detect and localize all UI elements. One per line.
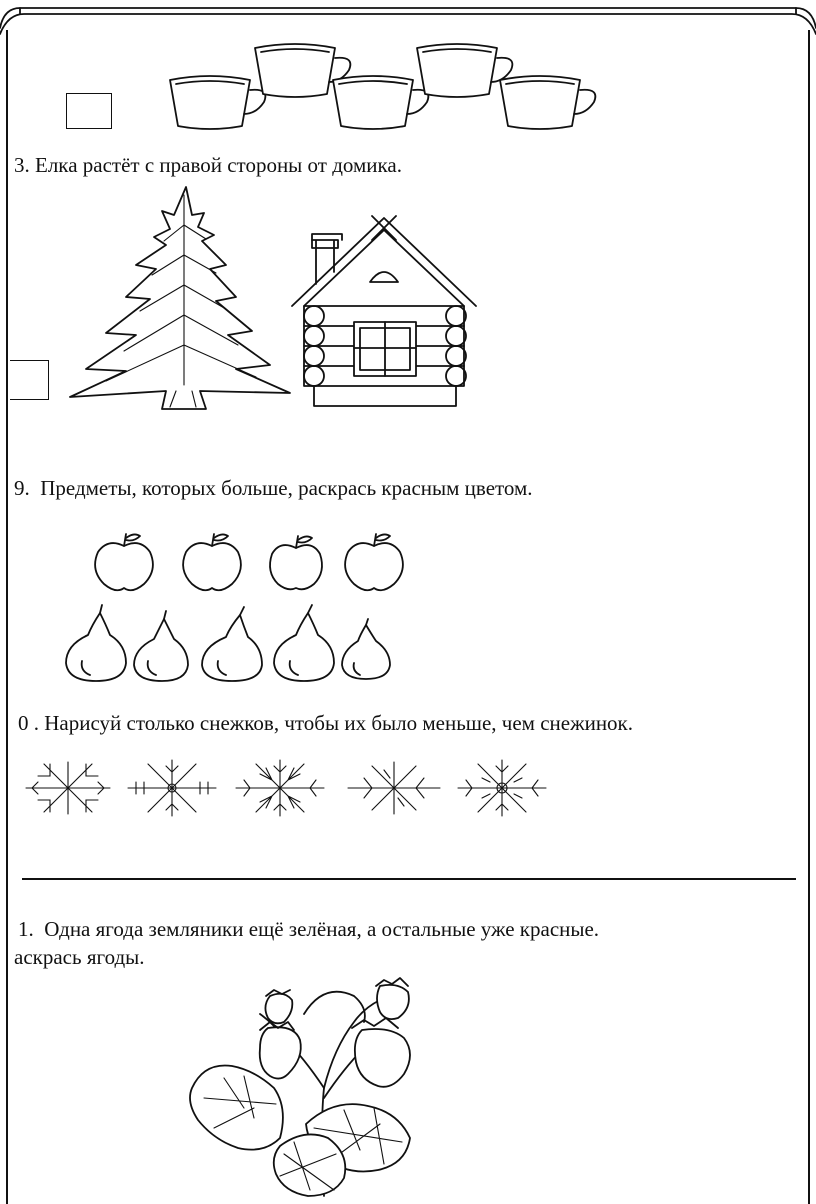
task-10-text: Нарисуй столько снежков, чтобы их было меньше, чем снежинок. xyxy=(44,711,634,735)
task-11-number: 1. xyxy=(18,917,34,941)
strawberry-icon xyxy=(376,978,409,1019)
pear-icon xyxy=(274,605,334,681)
task-9-text: Предметы, которых больше, раскрась красным цветом. xyxy=(40,476,533,500)
task-11-text: Одна ягода земляники ещё зелёная, а остальные уже красные. xyxy=(44,917,600,941)
task-8 xyxy=(14,152,402,178)
pear-icon xyxy=(342,619,390,679)
pears-illustration xyxy=(62,605,402,685)
pear-icon xyxy=(202,607,262,681)
snowflakes-illustration xyxy=(24,758,554,818)
pear-icon xyxy=(66,605,126,681)
page-frame-right xyxy=(808,30,810,1204)
task-11 xyxy=(18,916,599,942)
snowflake-icon xyxy=(128,760,216,816)
page-frame-top xyxy=(0,0,816,40)
snowflake-icon xyxy=(348,762,440,814)
answer-box-cups[interactable] xyxy=(66,93,112,129)
leaf-icon xyxy=(274,1134,346,1196)
task-11-text-2: аскрась ягоды. xyxy=(14,945,145,969)
task-8-text: Елка растёт с правой стороны от домика. xyxy=(35,153,402,177)
cups-illustration xyxy=(165,38,595,138)
cup-icon xyxy=(500,76,595,129)
snowflake-icon xyxy=(458,760,546,816)
cup-icon xyxy=(417,44,512,97)
cup-icon xyxy=(333,76,428,129)
strawberry-icon xyxy=(260,1022,301,1079)
drawing-answer-line[interactable] xyxy=(22,878,796,880)
apple-icon xyxy=(183,534,241,590)
task-9-number: 9. xyxy=(14,476,30,500)
strawberry-illustration xyxy=(184,978,434,1200)
task-10 xyxy=(18,710,633,736)
apples-illustration xyxy=(92,530,422,596)
answer-box-tree[interactable] xyxy=(10,360,49,400)
strawberry-icon xyxy=(265,990,292,1023)
leaf-icon xyxy=(190,1065,283,1149)
apple-icon xyxy=(270,536,322,589)
snowflake-icon xyxy=(26,762,110,814)
tree-illustration xyxy=(66,185,296,413)
apple-icon xyxy=(95,534,153,590)
page-frame-left xyxy=(6,30,8,1204)
pear-icon xyxy=(134,611,188,681)
strawberry-icon xyxy=(352,1018,410,1087)
apple-icon xyxy=(345,534,403,590)
task-11-line-2 xyxy=(14,944,145,970)
task-9 xyxy=(14,475,533,501)
task-10-number: 0 . xyxy=(18,711,39,735)
snowflake-icon xyxy=(236,760,324,816)
cup-icon xyxy=(170,76,265,129)
house-illustration xyxy=(290,212,480,410)
task-8-number: 3. xyxy=(14,153,30,177)
